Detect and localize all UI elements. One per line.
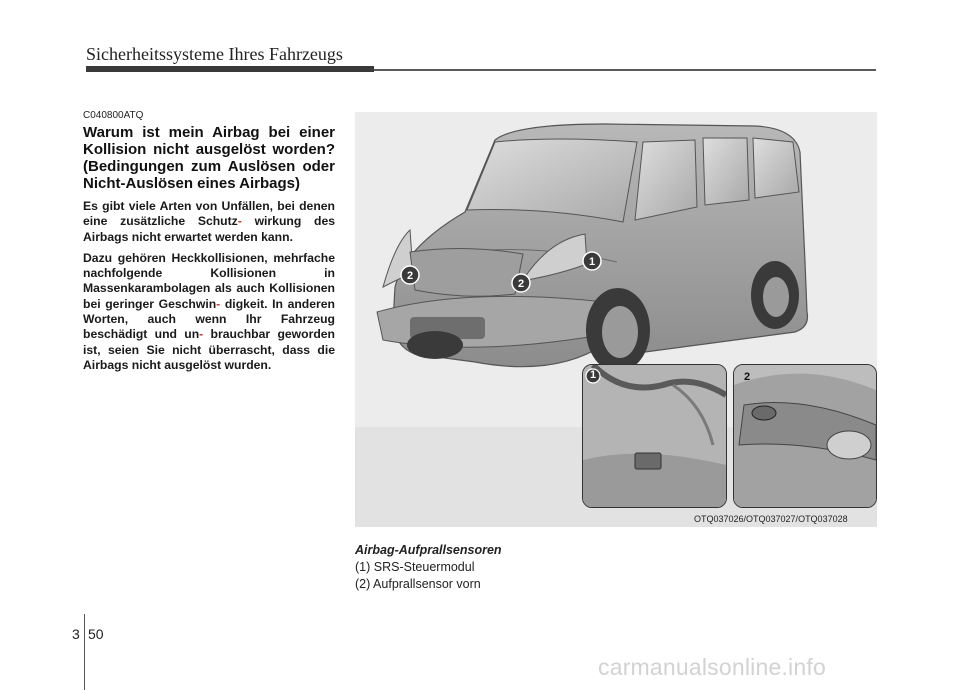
inset-srs-module <box>582 364 727 508</box>
callout-2b-label: 2 <box>517 278 525 290</box>
section-heading: Warum ist mein Airbag bei einer Kollision nicht ausgelöst worden? (Bedingungen zum Auslösen oder Nicht-Auslösen eines Airbags) <box>83 124 335 192</box>
caption-item-2: (2) Aufprallsensor vorn <box>355 577 481 591</box>
header-rule-thin <box>374 69 876 71</box>
text-column <box>83 110 335 379</box>
callout-1-label: 1 <box>588 256 596 268</box>
callout-2a-label: 2 <box>406 270 414 282</box>
inset-2-label: 2 <box>744 371 751 383</box>
caption-item-1: (1) SRS-Steuermodul <box>355 560 475 574</box>
inset-1-label: 1 <box>590 369 597 381</box>
figure-id: OTQ037026/OTQ037027/OTQ037028 <box>694 514 848 524</box>
caption-title: Airbag-Aufprallsensoren <box>355 543 502 557</box>
watermark: carmanualsonline.info <box>598 654 826 680</box>
paragraph-1: Es gibt viele Arten von Unfällen, bei denen eine zusätzliche Schutz- wirkung des Airbags nicht erwartet werden kann. <box>83 199 335 244</box>
chapter-number: 3 <box>72 626 80 642</box>
header-rule-thick <box>86 66 374 72</box>
vehicle-figure <box>355 112 877 527</box>
figure-caption <box>355 542 502 593</box>
inset-front-sensor <box>733 364 877 508</box>
section-code: C040800ATQ <box>83 110 144 121</box>
paragraph-2: Dazu gehören Heckkollisionen, mehrfache nachfolgende Kollisionen in Massenkarambolagen als auch Kollisionen bei geringer Geschwin- digkeit. In anderen Worten, auch wenn Ihr Fahrzeug beschädigt und un- brauchbar geworden ist, seien Sie nicht überrascht, dass die Airbags nicht ausgelöst wurden. <box>83 250 336 372</box>
page-margin-rule <box>84 614 85 690</box>
page-number: 50 <box>88 626 104 642</box>
page-header-title: Sicherheitssysteme Ihres Fahrzeugs <box>86 44 343 64</box>
